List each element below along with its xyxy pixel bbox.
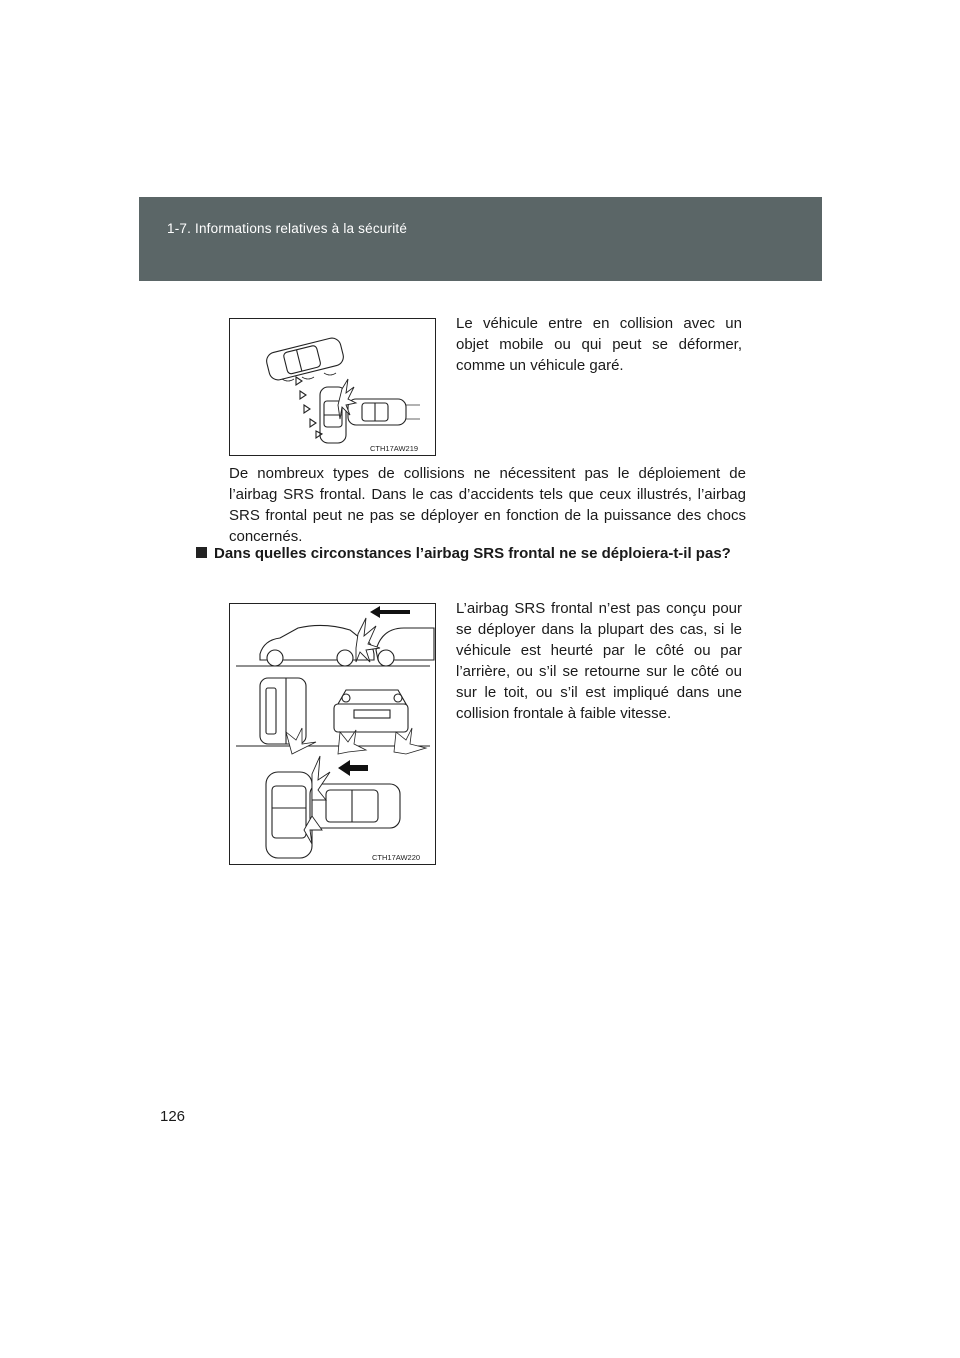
page-number: 126 [160, 1108, 186, 1125]
section-heading [214, 543, 746, 564]
parked-car-icon [348, 399, 420, 425]
collision-illustration-2 [230, 604, 435, 864]
side-impact-scene [266, 756, 400, 858]
collision-illustration-1 [230, 319, 435, 455]
figure-collision-parked-vehicle [229, 318, 436, 456]
section-heading-text: Dans quelles circonstances l’airbag SRS frontal ne se déploiera-t-il pas? [214, 545, 731, 562]
rollover-scene [236, 678, 430, 754]
rear-impact-scene [236, 618, 434, 666]
section-title: 1-7. Informations relatives à la sécurité [167, 221, 408, 236]
figure1-caption: Le véhicule entre en collision avec un objet mobile ou qui peut se déformer, comme un véhicule garé. [456, 315, 742, 374]
header-band [139, 197, 822, 281]
paragraph-deployment-info: De nombreux types de collisions ne nécessitent pas le déploiement de l’airbag SRS frontal. Dans le cas d’accidents tels que ceux illustrés, l’airbag SRS frontal peut ne pas se déployer en fonction de la puissance des chocs concernés. [229, 465, 746, 545]
moving-car-icon [265, 336, 346, 382]
bullet-square-icon [196, 547, 207, 558]
arrow-left-icon [370, 606, 410, 618]
figure-non-deployment-cases [229, 603, 436, 865]
figure-code: CTH17AW219 [370, 444, 419, 453]
figure-code: CTH17AW220 [372, 853, 421, 862]
arrow-left-icon [338, 760, 368, 776]
figure2-caption: L’airbag SRS frontal n’est pas conçu pour se déployer dans la plupart des cas, si le véhicule est heurté par le côté ou par l’arrière, ou s’il se retourne sur le côté ou sur le toit, ou s’il est impliqué dans une collision frontale à faible vitesse. [456, 600, 742, 722]
